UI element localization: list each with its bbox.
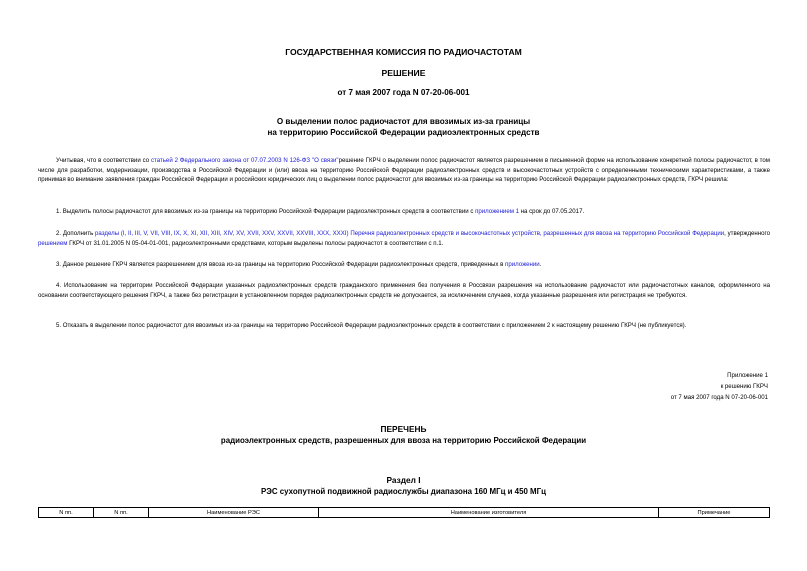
list-link[interactable]: Перечня радиоэлектронных средств и высокочастотных устройств, разрешенных для ввоза на территорию Российской Федерации [350, 230, 725, 237]
text: решение ГКРЧ о выделении полос радиочастот является разрешением в письменной форме на использование конкретной полосы радиочастот, в том числе для разработки, модернизации, производства в Российской Федерации и (или) ввоза на территорию Российской Федерации радиоэлектронных средств и высокочастотных устройств с определенными техническими характеристиками, а также принимая во внимание заявления граждан Российской Федерации и российских юридических лиц о выделении полос радиочастот для ввозимых из-за границы на территорию Российской Федерации радиоэлектронных средств, ГКРЧ решила: [38, 157, 770, 184]
appendix-reference [671, 370, 768, 403]
table-header-row [39, 508, 770, 518]
list-heading: ПЕРЕЧЕНЬ [380, 424, 427, 434]
text: на срок до 07.05.2017. [519, 208, 585, 215]
paragraph-preamble [38, 156, 770, 185]
paragraph-1 [38, 207, 770, 217]
text: 3. Данное решение ГКРЧ является разрешением для ввоза из-за границы на территорию Российской Федерации радиоэлектронных средств, приведенных в [56, 261, 506, 268]
column-header: Наименование РЭС [149, 508, 319, 518]
doc-type-header: РЕШЕНИЕ [381, 68, 426, 78]
column-header: N пп. [94, 508, 149, 518]
paragraph-5: 5. Отказать в выделении полос радиочастот для ввозимых из-за границы на территорию Российской Федерации радиоэлектронных средств в соответствии с приложением 2 к настоящему решению ГКРЧ (не публикуется). [56, 322, 687, 329]
column-header: N пп. [39, 508, 94, 518]
text: 1. Выделить полосы радиочастот для ввозимых из-за границы на территорию Российской Федерации радиоэлектронных средств в соответствии с [56, 208, 476, 215]
decision-link[interactable]: решением [38, 239, 68, 247]
appendix-line-3: от 7 мая 2007 года N 07-20-06-001 [670, 394, 768, 401]
title-line-1: О выделении полос радиочастот для ввозимых из-за границы [276, 117, 531, 126]
text: 2. Дополнить [56, 230, 96, 237]
sections-link[interactable]: разделы (I, II, III, V, VII, VIII, IX, X, XI, XII, XIII, XIV, XV, XVII, XXV, XXVII, XXVIII, XXX, XXXI) [95, 230, 349, 237]
paragraph-3 [38, 260, 770, 270]
law-link[interactable]: статьей 2 Федерального закона от 07.07.2003 N 126-ФЗ "О связи" [150, 157, 339, 164]
commission-header: ГОСУДАРСТВЕННАЯ КОМИССИЯ ПО РАДИОЧАСТОТАМ [285, 47, 522, 57]
column-header: Наименование изготовителя [319, 508, 659, 518]
paragraph-4: 4. Использование на территории Российской Федерации указанных радиоэлектронных средств гражданского применения без получения в Россвязи разрешения на использование радиочастот или радиочастотных каналов, оформленного на основании соответствующего решения ГКРЧ, а также без регистрации в установленном порядке радиоэлектронных средств не допускается, за исключением случаев, когда указанные разрешения или регистрация не требуются. [38, 282, 770, 299]
appendix-line-1: Приложение 1 [727, 372, 768, 379]
text: ГКРЧ от 31.01.2005 N 05-04-01-001, радиоэлектронными средствами, которым выделены полосы радиочастот в соответствии с п.1. [67, 239, 444, 247]
text: , утвержденного [724, 230, 771, 237]
appendix-link[interactable]: приложении [505, 261, 540, 268]
document-title [0, 116, 807, 138]
date-number-header: от 7 мая 2007 года N 07-20-06-001 [337, 88, 470, 97]
paragraph-2 [38, 229, 770, 248]
appendix-1-link[interactable]: приложением 1 [475, 208, 519, 215]
section-heading: Раздел I [386, 475, 421, 485]
column-header: Примечание [659, 508, 770, 518]
section-subheading: РЭС сухопутной подвижной радиослужбы диапазона 160 МГц и 450 МГц [261, 487, 546, 496]
title-line-2: на территорию Российской Федерации радиоэлектронных средств [267, 128, 540, 137]
text: Учитывая, что в соответствии со [56, 157, 151, 164]
appendix-line-2: к решению ГКРЧ [720, 383, 768, 390]
equipment-table [38, 507, 770, 518]
text: . [539, 261, 542, 268]
list-subheading: радиоэлектронных средств, разрешенных для ввоза на территорию Российской Федерации [220, 436, 587, 445]
